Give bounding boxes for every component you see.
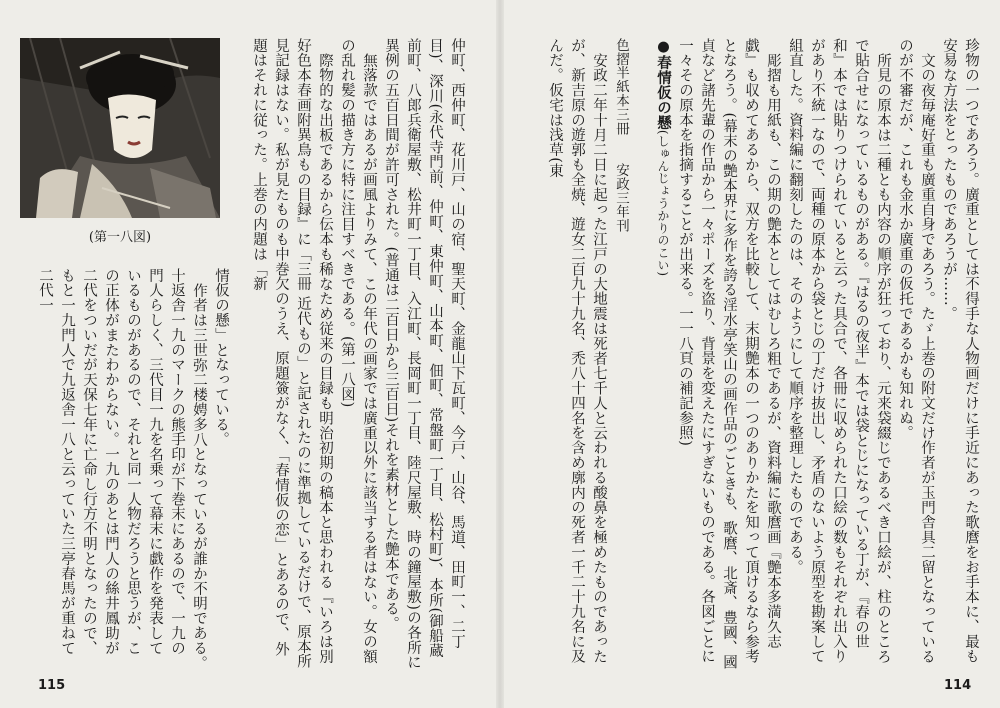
left-paragraph-1: 仲町、西仲町、花川戸、山の宿、聖天町、金龍山下瓦町、今戸、山谷、馬道、田町一、二丁目)、深川(永代寺門前、仲町、東仲町、山本町、佃町、常盤町一丁目、松村町)、本所(御船蔵前町、八郎兵衛屋敷、松井町一丁目、入江町、長岡町一丁目、陸尺屋敷、時の鐘屋敷)の各所に異例の五百日間が許可された。(普通は二百日から三百日)それを素材とした艶本である。 xyxy=(383,38,465,670)
right-paragraph-2: 文の夜毎庵好重も廣重自身であろう。たゞ上巻の附文だけ作者が玉門舎具二留となっているのが不審だが、これも金水か廣重の仮托であるかも知れぬ。 xyxy=(897,38,935,664)
right-paragraph-1: 珍物の一つであろう。廣重としては不得手な人物画だけに手近にあった歌麿をお手本に、最も安易な方法をとったものであろうが……。 xyxy=(941,38,979,664)
right-page-text xyxy=(522,38,982,670)
page-number-right: 114 xyxy=(944,678,972,693)
section-meta: 色摺半紙本三冊 安政三年刊 xyxy=(613,38,629,233)
left-paragraph-2: 無落款ではあるが画風よりみて、この年代の画家では廣重以外に該当する者はない。女の額の乱れ髪の描き方に特に注目すべきである。(第一八図) xyxy=(339,38,377,664)
left-page xyxy=(0,0,498,708)
section-title: ●春情仮の懸 xyxy=(655,38,672,130)
woodblock-portrait-icon xyxy=(20,38,220,218)
page-number-left: 115 xyxy=(38,678,66,693)
left-paragraph-3: 際物的な出板であるから伝本も稀なため従来の目録も明治初期の稿本と思われる『いろは別好色本春画附異鳥もの目録』に「三冊 近代もの」と記されたのに準拠しているだけで、原本所見記録はない。私が見たものも中巻欠のうえ、原題簽がなく、「春情仮の恋」とあるので、外題はそれに従った。上巻の内題は「新 xyxy=(251,38,333,669)
left-paragraph-4: 情仮の懸」となっている。 xyxy=(213,268,229,447)
section-body: 安政二年十月二日に起った江戸の大地震は死者七千人と云われる酸鼻を極めたものであったが、新吉原の遊郭も全焼、遊女二百九十九名、禿八十四名を含め廓内の死者一千二十九名に及んだ。仮宅は浅草(東 xyxy=(547,38,607,664)
right-page xyxy=(502,0,1000,708)
figure-18-illustration xyxy=(20,38,220,218)
left-paragraph-5: 作者は三世弥二楼娉多八となっているが誰か不明である。十返舎一九のマークの熊手印が下巻末にあるので、一九の門人らしく、三代目一九を名乗って幕末に戯作を発表しているものがあるので、それと同一人物だろうと思うが、この正体がまたわからない。一九のあとは門人の絲井鳳助が二代をついだが天保七年に亡命し行方不明となったので、もと一九門人で九返舎一八と云っていた三亭春馬が重ねて二代一 xyxy=(37,268,207,670)
right-paragraph-3: 所見の原本は二種とも内容の順序が狂っており、元来袋綴じであるべき口絵が、柱のところで貼合せになっているものがある。『はるの夜半』本では袋とじになっている丁が、『春の世和』本では貼りつけられていると云った具合で、各冊に収められた口絵の数もそれぞれ出入りがあり不統一なので、両種の原本から袋とじの丁だけ抜出し、矛盾のないよう原型を勘案して組直した。資料編に翻刻したのは、そのようにして順序を整理したものである。 xyxy=(787,38,891,664)
figure-caption: (第一八図) xyxy=(88,230,152,245)
section-reading: (しゅんじょうかりのこい) xyxy=(656,129,670,277)
right-paragraph-4: 彫摺も用紙も、この期の艶本としてはむしろ粗であるが、資料編に歌麿画『艶本多満久志戯』も収めてあるから、双方を比較して、末期艶本の一つのありかたを知って頂けるなら参考となろう。(幕末の艶本界に多作を誇る淫水亭笑山の画作品のごときも、歌麿、北斎、豊國、國貞など諸先輩の作品から一々ポーズを盗り、背景を変えたにすぎないものである。各図ごとに一々その原本を指摘することが出来る。一一八頁の補記参照) xyxy=(677,38,781,670)
section-heading xyxy=(652,38,674,670)
left-page-text-lower xyxy=(16,268,232,670)
left-page-text-upper xyxy=(236,38,468,670)
